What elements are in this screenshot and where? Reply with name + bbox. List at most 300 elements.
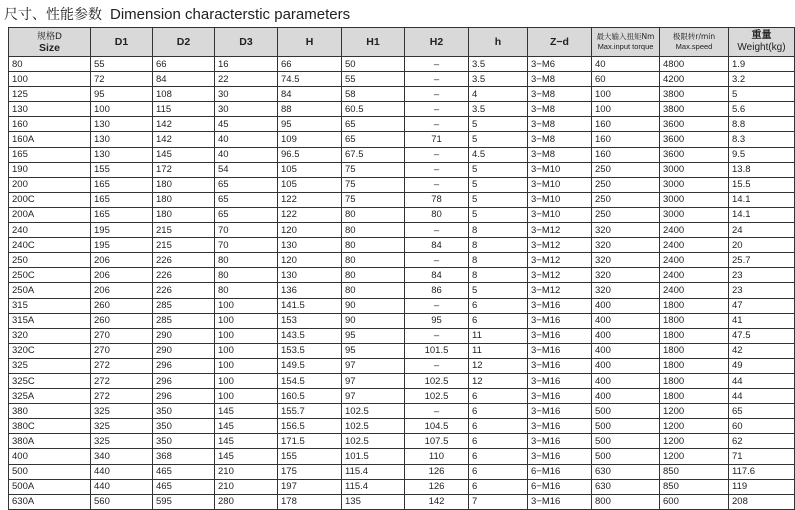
table-row <box>9 177 795 192</box>
cell-size: 240C <box>9 238 91 253</box>
cell-h1: 101.5 <box>342 449 405 464</box>
table-row <box>9 494 795 509</box>
cell-size: 325A <box>9 389 91 404</box>
cell-weight: 49 <box>729 358 795 373</box>
cell-h-upper: 155.7 <box>278 404 342 419</box>
cell-z-d: 3−M12 <box>528 238 592 253</box>
cell-h1: 90 <box>342 298 405 313</box>
cell-torque: 400 <box>592 389 660 404</box>
cell-h-upper: 171.5 <box>278 434 342 449</box>
cell-d3: 54 <box>215 162 278 177</box>
cell-d3: 210 <box>215 464 278 479</box>
cell-h2: 126 <box>405 479 469 494</box>
cell-torque: 400 <box>592 328 660 343</box>
cell-h-lower: 5 <box>469 283 528 298</box>
cell-z-d: 3−M16 <box>528 434 592 449</box>
cell-weight: 23 <box>729 283 795 298</box>
table-row <box>9 117 795 132</box>
table-row <box>9 464 795 479</box>
cell-torque: 250 <box>592 207 660 222</box>
cell-weight: 44 <box>729 373 795 388</box>
cell-size: 250 <box>9 253 91 268</box>
cell-weight: 13.8 <box>729 162 795 177</box>
cell-torque: 250 <box>592 162 660 177</box>
table-row <box>9 479 795 494</box>
cell-d1: 130 <box>91 117 153 132</box>
header-weight <box>729 28 795 57</box>
cell-torque: 320 <box>592 268 660 283</box>
cell-weight: 8.3 <box>729 132 795 147</box>
cell-size: 325 <box>9 358 91 373</box>
cell-d2: 66 <box>153 57 215 72</box>
cell-h-lower: 3.5 <box>469 72 528 87</box>
cell-h-lower: 8 <box>469 223 528 238</box>
cell-speed: 3600 <box>660 132 729 147</box>
cell-h-upper: 130 <box>278 238 342 253</box>
cell-d2: 215 <box>153 238 215 253</box>
cell-h-upper: 66 <box>278 57 342 72</box>
cell-h2: – <box>405 404 469 419</box>
cell-weight: 14.1 <box>729 207 795 222</box>
table-row <box>9 253 795 268</box>
cell-d3: 100 <box>215 373 278 388</box>
cell-h1: 97 <box>342 389 405 404</box>
cell-z-d: 6−M16 <box>528 479 592 494</box>
cell-torque: 400 <box>592 358 660 373</box>
cell-speed: 2400 <box>660 283 729 298</box>
table-row <box>9 419 795 434</box>
cell-h1: 75 <box>342 192 405 207</box>
header-z-d: Z−d <box>528 28 592 57</box>
cell-z-d: 3−M12 <box>528 253 592 268</box>
cell-h2: 126 <box>405 464 469 479</box>
cell-weight: 44 <box>729 389 795 404</box>
cell-weight: 5.6 <box>729 102 795 117</box>
cell-z-d: 3−M16 <box>528 343 592 358</box>
cell-h-lower: 8 <box>469 238 528 253</box>
cell-d1: 272 <box>91 373 153 388</box>
cell-h2: – <box>405 253 469 268</box>
cell-h-lower: 6 <box>469 434 528 449</box>
cell-torque: 630 <box>592 479 660 494</box>
cell-torque: 400 <box>592 373 660 388</box>
cell-h1: 102.5 <box>342 434 405 449</box>
table-row <box>9 268 795 283</box>
cell-speed: 1200 <box>660 404 729 419</box>
cell-torque: 400 <box>592 343 660 358</box>
cell-h2: – <box>405 147 469 162</box>
cell-h-lower: 12 <box>469 358 528 373</box>
cell-torque: 250 <box>592 192 660 207</box>
cell-d2: 350 <box>153 434 215 449</box>
cell-speed: 1800 <box>660 298 729 313</box>
cell-weight: 25.7 <box>729 253 795 268</box>
header-speed-cn: 极限转r/min <box>672 32 716 41</box>
cell-d3: 100 <box>215 328 278 343</box>
cell-d1: 272 <box>91 389 153 404</box>
header-size-cn: 规格D <box>37 31 62 42</box>
table-row <box>9 434 795 449</box>
cell-d3: 210 <box>215 479 278 494</box>
cell-h2: – <box>405 223 469 238</box>
page-title <box>4 6 350 24</box>
cell-z-d: 3−M16 <box>528 389 592 404</box>
cell-d3: 100 <box>215 313 278 328</box>
cell-speed: 850 <box>660 464 729 479</box>
cell-d1: 130 <box>91 147 153 162</box>
cell-d3: 65 <box>215 177 278 192</box>
cell-weight: 60 <box>729 419 795 434</box>
cell-z-d: 3−M10 <box>528 177 592 192</box>
cell-h1: 80 <box>342 223 405 238</box>
cell-d1: 325 <box>91 434 153 449</box>
header-torque-en: Max.input torque <box>597 42 654 51</box>
cell-size: 315A <box>9 313 91 328</box>
cell-h-upper: 175 <box>278 464 342 479</box>
cell-h-upper: 178 <box>278 494 342 509</box>
header-size-en: Size <box>38 41 60 54</box>
cell-torque: 100 <box>592 87 660 102</box>
cell-size: 320C <box>9 343 91 358</box>
cell-d1: 440 <box>91 464 153 479</box>
cell-torque: 160 <box>592 147 660 162</box>
cell-weight: 117.6 <box>729 464 795 479</box>
cell-z-d: 3−M16 <box>528 298 592 313</box>
cell-d3: 145 <box>215 434 278 449</box>
cell-h2: – <box>405 87 469 102</box>
cell-weight: 47.5 <box>729 328 795 343</box>
table-row <box>9 132 795 147</box>
cell-speed: 2400 <box>660 238 729 253</box>
cell-z-d: 3−M8 <box>528 102 592 117</box>
cell-speed: 1800 <box>660 313 729 328</box>
table-row <box>9 449 795 464</box>
cell-d1: 325 <box>91 404 153 419</box>
cell-h2: – <box>405 117 469 132</box>
cell-weight: 24 <box>729 223 795 238</box>
cell-h2: 142 <box>405 494 469 509</box>
cell-d1: 206 <box>91 253 153 268</box>
cell-d1: 155 <box>91 162 153 177</box>
cell-h1: 80 <box>342 283 405 298</box>
table-row <box>9 343 795 358</box>
table-row <box>9 102 795 117</box>
cell-h2: 110 <box>405 449 469 464</box>
cell-weight: 15.5 <box>729 177 795 192</box>
cell-size: 130 <box>9 102 91 117</box>
cell-weight: 5 <box>729 87 795 102</box>
cell-speed: 2400 <box>660 223 729 238</box>
cell-d1: 72 <box>91 72 153 87</box>
cell-h2: 104.5 <box>405 419 469 434</box>
cell-size: 315 <box>9 298 91 313</box>
cell-torque: 320 <box>592 223 660 238</box>
cell-h-lower: 4 <box>469 87 528 102</box>
cell-weight: 65 <box>729 404 795 419</box>
cell-d1: 206 <box>91 268 153 283</box>
table-row <box>9 162 795 177</box>
cell-h2: – <box>405 177 469 192</box>
cell-h1: 58 <box>342 87 405 102</box>
cell-torque: 500 <box>592 404 660 419</box>
cell-d1: 560 <box>91 494 153 509</box>
cell-h-upper: 197 <box>278 479 342 494</box>
cell-d1: 130 <box>91 132 153 147</box>
cell-weight: 119 <box>729 479 795 494</box>
cell-h-upper: 141.5 <box>278 298 342 313</box>
cell-weight: 20 <box>729 238 795 253</box>
table-row <box>9 373 795 388</box>
cell-size: 500A <box>9 479 91 494</box>
cell-h-lower: 8 <box>469 253 528 268</box>
cell-h1: 80 <box>342 253 405 268</box>
cell-h1: 95 <box>342 328 405 343</box>
cell-d3: 80 <box>215 268 278 283</box>
cell-z-d: 3−M6 <box>528 57 592 72</box>
cell-size: 500 <box>9 464 91 479</box>
cell-d2: 465 <box>153 464 215 479</box>
cell-h-upper: 149.5 <box>278 358 342 373</box>
cell-torque: 400 <box>592 298 660 313</box>
cell-d1: 195 <box>91 238 153 253</box>
cell-h-lower: 12 <box>469 373 528 388</box>
cell-torque: 160 <box>592 132 660 147</box>
cell-h-upper: 154.5 <box>278 373 342 388</box>
cell-d3: 100 <box>215 298 278 313</box>
cell-h-lower: 4.5 <box>469 147 528 162</box>
cell-d2: 285 <box>153 313 215 328</box>
cell-h2: – <box>405 162 469 177</box>
table-row <box>9 389 795 404</box>
cell-d2: 226 <box>153 268 215 283</box>
cell-d2: 285 <box>153 298 215 313</box>
cell-z-d: 3−M16 <box>528 328 592 343</box>
cell-h2: – <box>405 358 469 373</box>
header-torque <box>592 28 660 57</box>
cell-speed: 4800 <box>660 57 729 72</box>
cell-speed: 3000 <box>660 162 729 177</box>
cell-speed: 3000 <box>660 177 729 192</box>
cell-z-d: 3−M8 <box>528 117 592 132</box>
cell-d3: 145 <box>215 449 278 464</box>
cell-h2: 84 <box>405 238 469 253</box>
cell-size: 125 <box>9 87 91 102</box>
table-body <box>9 57 795 510</box>
cell-h-upper: 120 <box>278 253 342 268</box>
cell-size: 160A <box>9 132 91 147</box>
cell-torque: 320 <box>592 253 660 268</box>
cell-d3: 80 <box>215 253 278 268</box>
cell-h-upper: 122 <box>278 207 342 222</box>
cell-d2: 180 <box>153 177 215 192</box>
cell-size: 80 <box>9 57 91 72</box>
cell-h1: 65 <box>342 132 405 147</box>
cell-h1: 102.5 <box>342 404 405 419</box>
cell-size: 250C <box>9 268 91 283</box>
cell-weight: 9.5 <box>729 147 795 162</box>
cell-h1: 95 <box>342 343 405 358</box>
cell-h2: – <box>405 102 469 117</box>
cell-size: 380C <box>9 419 91 434</box>
cell-d1: 260 <box>91 313 153 328</box>
cell-h-lower: 6 <box>469 479 528 494</box>
cell-weight: 41 <box>729 313 795 328</box>
cell-z-d: 6−M16 <box>528 464 592 479</box>
cell-z-d: 3−M10 <box>528 192 592 207</box>
header-size <box>9 28 91 57</box>
cell-speed: 1800 <box>660 328 729 343</box>
cell-d2: 180 <box>153 207 215 222</box>
cell-h-upper: 88 <box>278 102 342 117</box>
cell-d2: 296 <box>153 373 215 388</box>
cell-d1: 195 <box>91 223 153 238</box>
cell-h-upper: 74.5 <box>278 72 342 87</box>
cell-d3: 145 <box>215 419 278 434</box>
cell-h1: 50 <box>342 57 405 72</box>
cell-d3: 16 <box>215 57 278 72</box>
cell-torque: 40 <box>592 57 660 72</box>
cell-d1: 206 <box>91 283 153 298</box>
cell-speed: 1200 <box>660 434 729 449</box>
cell-d3: 100 <box>215 389 278 404</box>
cell-size: 250A <box>9 283 91 298</box>
cell-h-upper: 143.5 <box>278 328 342 343</box>
cell-weight: 62 <box>729 434 795 449</box>
cell-speed: 850 <box>660 479 729 494</box>
cell-d2: 350 <box>153 404 215 419</box>
cell-z-d: 3−M16 <box>528 404 592 419</box>
cell-h-lower: 5 <box>469 117 528 132</box>
cell-weight: 8.8 <box>729 117 795 132</box>
cell-d3: 30 <box>215 87 278 102</box>
cell-h1: 55 <box>342 72 405 87</box>
cell-speed: 1800 <box>660 389 729 404</box>
header-h-lower: h <box>469 28 528 57</box>
cell-d1: 55 <box>91 57 153 72</box>
cell-h1: 65 <box>342 117 405 132</box>
header-h1: H1 <box>342 28 405 57</box>
cell-h1: 90 <box>342 313 405 328</box>
cell-h-lower: 6 <box>469 313 528 328</box>
cell-weight: 1.9 <box>729 57 795 72</box>
header-torque-cn: 最大输入扭矩Nm <box>596 32 655 41</box>
cell-d1: 270 <box>91 343 153 358</box>
cell-d2: 108 <box>153 87 215 102</box>
cell-h2: 101.5 <box>405 343 469 358</box>
cell-size: 165 <box>9 147 91 162</box>
cell-h2: 71 <box>405 132 469 147</box>
cell-h2: – <box>405 298 469 313</box>
cell-h1: 102.5 <box>342 419 405 434</box>
cell-d2: 290 <box>153 328 215 343</box>
cell-size: 630A <box>9 494 91 509</box>
cell-h1: 75 <box>342 162 405 177</box>
cell-weight: 47 <box>729 298 795 313</box>
cell-h1: 80 <box>342 238 405 253</box>
cell-weight: 208 <box>729 494 795 509</box>
cell-h2: 80 <box>405 207 469 222</box>
cell-size: 190 <box>9 162 91 177</box>
cell-speed: 600 <box>660 494 729 509</box>
cell-d3: 80 <box>215 283 278 298</box>
cell-d1: 165 <box>91 207 153 222</box>
cell-d2: 142 <box>153 132 215 147</box>
cell-d2: 145 <box>153 147 215 162</box>
cell-torque: 60 <box>592 72 660 87</box>
cell-d1: 165 <box>91 177 153 192</box>
cell-h-lower: 6 <box>469 464 528 479</box>
cell-weight: 71 <box>729 449 795 464</box>
cell-d2: 172 <box>153 162 215 177</box>
cell-d1: 95 <box>91 87 153 102</box>
cell-speed: 3600 <box>660 117 729 132</box>
cell-h2: 102.5 <box>405 389 469 404</box>
cell-z-d: 3−M16 <box>528 494 592 509</box>
table-row <box>9 238 795 253</box>
cell-speed: 3000 <box>660 192 729 207</box>
table-row <box>9 298 795 313</box>
cell-torque: 400 <box>592 313 660 328</box>
cell-speed: 4200 <box>660 72 729 87</box>
cell-h-lower: 11 <box>469 343 528 358</box>
cell-speed: 1800 <box>660 343 729 358</box>
table-header <box>9 28 795 57</box>
cell-h-lower: 6 <box>469 389 528 404</box>
table-row <box>9 207 795 222</box>
cell-h1: 67.5 <box>342 147 405 162</box>
cell-weight: 14.1 <box>729 192 795 207</box>
cell-h1: 97 <box>342 373 405 388</box>
cell-d2: 226 <box>153 283 215 298</box>
cell-d2: 350 <box>153 419 215 434</box>
cell-weight: 23 <box>729 268 795 283</box>
cell-d2: 84 <box>153 72 215 87</box>
title-english: Dimension characterstic parameters <box>110 6 351 23</box>
cell-h1: 75 <box>342 177 405 192</box>
cell-d2: 465 <box>153 479 215 494</box>
cell-h2: 102.5 <box>405 373 469 388</box>
cell-speed: 3800 <box>660 102 729 117</box>
cell-h-upper: 105 <box>278 162 342 177</box>
cell-h-upper: 122 <box>278 192 342 207</box>
cell-h-upper: 96.5 <box>278 147 342 162</box>
cell-d3: 280 <box>215 494 278 509</box>
cell-torque: 160 <box>592 117 660 132</box>
cell-size: 380 <box>9 404 91 419</box>
cell-d3: 40 <box>215 147 278 162</box>
cell-d2: 115 <box>153 102 215 117</box>
cell-size: 160 <box>9 117 91 132</box>
table-row <box>9 57 795 72</box>
cell-speed: 2400 <box>660 253 729 268</box>
cell-z-d: 3−M8 <box>528 87 592 102</box>
cell-size: 240 <box>9 223 91 238</box>
cell-z-d: 3−M10 <box>528 207 592 222</box>
cell-h-lower: 6 <box>469 404 528 419</box>
cell-h2: 107.5 <box>405 434 469 449</box>
header-weight-cn: 重量 <box>751 30 772 41</box>
cell-h-upper: 155 <box>278 449 342 464</box>
cell-speed: 2400 <box>660 268 729 283</box>
header-d3: D3 <box>215 28 278 57</box>
cell-h2: 84 <box>405 268 469 283</box>
header-speed <box>660 28 729 57</box>
cell-d2: 368 <box>153 449 215 464</box>
cell-torque: 100 <box>592 102 660 117</box>
cell-d2: 290 <box>153 343 215 358</box>
cell-z-d: 3−M12 <box>528 283 592 298</box>
cell-h-upper: 160.5 <box>278 389 342 404</box>
